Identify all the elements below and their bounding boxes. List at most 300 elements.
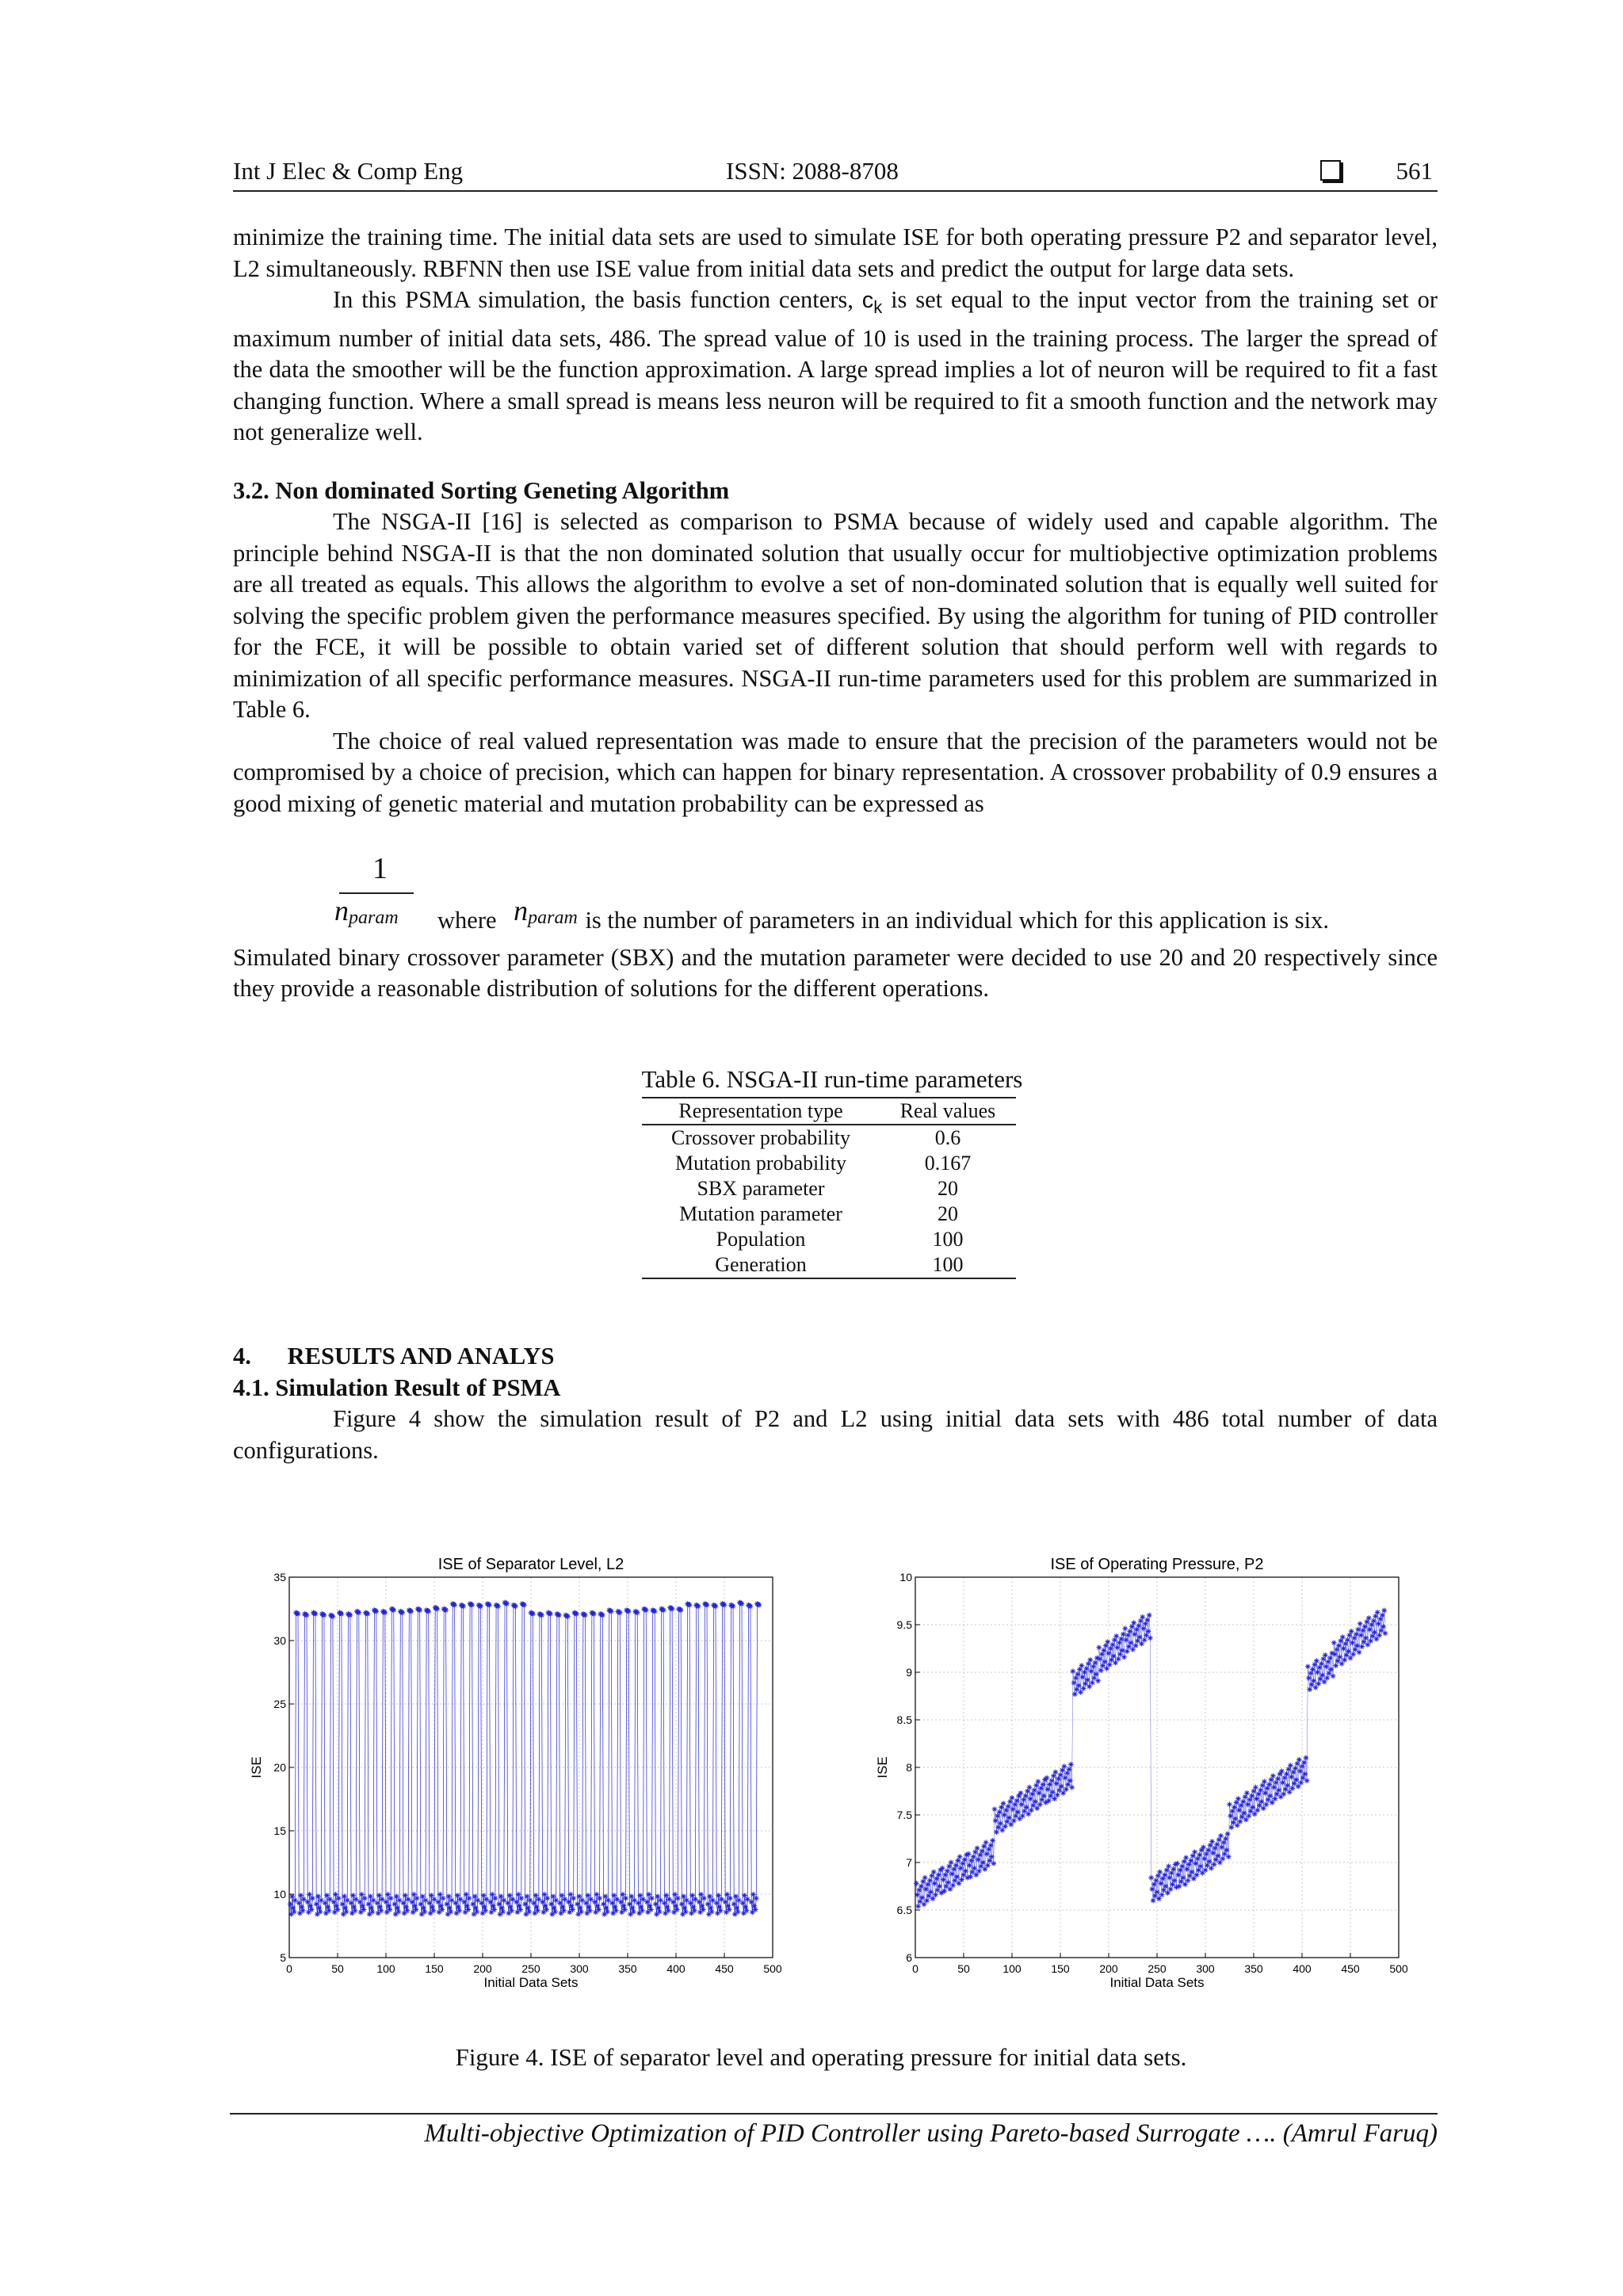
data-point [930,1896,936,1901]
data-point [496,1901,502,1907]
x-tick-label: 100 [1002,1962,1022,1975]
data-point [1289,1775,1294,1780]
data-point [1093,1660,1098,1666]
data-point [1226,1854,1232,1859]
data-point [753,1907,758,1912]
data-point [1105,1639,1110,1645]
data-point [922,1901,927,1907]
data-point [1075,1671,1081,1677]
data-point [687,1603,693,1608]
data-point [1184,1866,1190,1872]
data-point [505,1901,510,1906]
n-param-symbol: $n_{param}$ [334,895,399,928]
data-point [575,1901,580,1907]
data-point [1247,1813,1252,1819]
data-point [345,1897,350,1903]
table-row [642,1201,1016,1227]
data-point [319,1897,324,1903]
data-point [327,1897,333,1902]
data-point [377,1904,383,1910]
data-point [666,1897,672,1902]
y-tick-label: 35 [273,1571,286,1584]
data-point [1098,1668,1104,1673]
data-point [1262,1779,1267,1785]
data-point [318,1909,323,1915]
data-point [404,1908,410,1913]
data-point [1070,1668,1075,1674]
data-point [601,1901,606,1907]
data-point [1203,1867,1209,1873]
data-point [1036,1779,1041,1785]
data-point [1158,1881,1163,1886]
data-point [1244,1790,1250,1796]
data-point [754,1896,759,1901]
table-row [642,1252,1016,1278]
paragraph: minimize the training time. The initial data sets are used to simulate ISE for both operating pressure P2 and separator level, L2 simultaneously. RBFNN then use ISE value from initial data sets and predict the output for large data sets. [233,223,1438,282]
data-point [347,1613,353,1618]
data-point [380,1897,385,1902]
data-point [1147,1613,1152,1618]
data-point [744,1908,750,1913]
data-point [1348,1656,1354,1661]
data-point [1015,1809,1021,1815]
data-point [1350,1652,1356,1657]
data-point [980,1860,986,1866]
data-point [990,1838,995,1843]
data-point [1122,1626,1128,1631]
x-tick-label: 400 [666,1962,685,1975]
data-point [1166,1863,1171,1869]
data-point [587,1908,593,1913]
data-point [1193,1861,1198,1866]
data-point [975,1846,980,1851]
data-point [461,1900,467,1905]
data-point [640,1908,645,1913]
figure-caption: Figure 4. ISE of separator level and operating pressure for initial data sets. [455,2043,1187,2071]
data-point [1227,1801,1232,1807]
data-point [1365,1642,1371,1648]
data-point [534,1904,540,1910]
data-point [487,1900,493,1905]
data-point [1210,1851,1216,1856]
data-point [1124,1637,1129,1643]
data-point [399,1610,405,1615]
data-point [1225,1832,1231,1837]
data-point [447,1905,453,1911]
data-point [1223,1836,1228,1842]
data-point [482,1904,487,1910]
table-cell: 20 [938,1202,958,1225]
data-point [1054,1781,1060,1786]
x-tick-label: 200 [473,1962,492,1975]
data-point [994,1829,999,1835]
data-point [1098,1656,1103,1662]
data-point [1081,1686,1086,1691]
body-text-mid [233,895,1438,1005]
data-point [1064,1786,1069,1792]
data-point [757,1603,762,1608]
data-point [1258,1787,1263,1793]
data-point [980,1848,985,1854]
data-point [1215,1853,1220,1859]
data-point [696,1603,701,1609]
data-point [735,1909,741,1915]
data-point [548,1611,553,1617]
data-point [351,1904,357,1910]
data-point [603,1893,609,1899]
x-tick-label: 200 [1099,1962,1118,1975]
x-tick-label: 250 [521,1962,540,1975]
data-point [453,1901,458,1906]
data-point [991,1861,996,1866]
data-point [1235,1796,1241,1801]
data-point [574,1611,579,1617]
data-point [1053,1770,1059,1775]
data-point [1229,1824,1235,1830]
data-point [1241,1810,1247,1816]
data-point [600,1613,605,1618]
data-point [683,1909,689,1915]
data-point [427,1901,433,1906]
data-point [1316,1681,1321,1687]
data-point [713,1603,719,1609]
data-point [1068,1762,1074,1767]
data-point [636,1901,641,1906]
data-point [397,1897,403,1903]
data-point [613,1904,618,1910]
data-point [1209,1866,1214,1871]
data-point [1327,1656,1333,1661]
data-point [1383,1630,1388,1636]
fraction-bar [339,892,414,894]
data-point [1165,1890,1170,1896]
table-header-row [642,1098,1016,1125]
data-point [498,1893,504,1899]
page-header [233,155,1438,192]
data-point [1037,1801,1043,1807]
data-point [648,1907,654,1912]
data-point [375,1901,380,1906]
data-point [605,1909,610,1915]
data-point [1354,1632,1359,1637]
data-point [1061,1763,1067,1769]
data-point [709,1909,715,1915]
data-point [1252,1811,1258,1817]
data-point [710,1897,716,1903]
data-point [1212,1862,1217,1867]
fraction-numerator: 1 [372,852,388,885]
data-point [577,1893,582,1899]
data-point [1250,1805,1255,1810]
data-point [705,1901,711,1907]
data-point [693,1897,698,1902]
data-point [948,1886,953,1892]
body-text-top [233,222,1438,819]
data-point [1063,1775,1068,1781]
data-point [315,1893,321,1899]
data-point [582,1613,588,1618]
paragraph: $n_{param}$ where $n_{param}$ is the number of parameters in an individual which for this application is six. [334,895,1329,934]
data-point [479,1901,484,1906]
data-point [1314,1658,1319,1664]
data-point [1331,1673,1336,1679]
data-point [1333,1663,1338,1668]
data-point [609,1901,615,1906]
data-point [508,1904,514,1910]
data-point [1095,1678,1101,1683]
data-point [1367,1627,1373,1633]
data-point [526,1909,532,1915]
x-tick-label: 450 [1341,1962,1360,1975]
data-point [701,1907,706,1912]
data-point [1156,1896,1162,1901]
data-point [1116,1656,1121,1662]
data-point [707,1893,712,1899]
data-point [949,1860,954,1866]
data-point [1261,1805,1266,1811]
data-point [1270,1800,1275,1805]
data-point [1175,1872,1181,1878]
table-header-cell: Representation type [678,1099,843,1122]
table-cell: Mutation parameter [679,1202,842,1225]
data-point [1140,1614,1145,1620]
data-point [614,1897,620,1902]
data-point [609,1609,614,1614]
data-point [1144,1618,1150,1623]
data-point [525,1893,530,1899]
data-point [1311,1678,1316,1683]
data-point [522,1901,528,1907]
data-point [1267,1794,1273,1799]
data-point [1355,1627,1361,1633]
data-point [655,1893,660,1899]
data-point [288,1901,293,1907]
data-point [1374,1637,1380,1642]
y-tick-label: 5 [280,1951,286,1964]
data-point [731,1603,736,1609]
data-point [539,1613,544,1618]
data-point [410,1900,415,1905]
data-point [932,1881,938,1886]
series-line [916,1610,1385,1906]
data-point [478,1603,483,1609]
data-point [727,1896,733,1901]
table-cell: Crossover probability [670,1126,851,1149]
data-point [1130,1647,1136,1652]
data-point [1159,1892,1165,1897]
data-point [1132,1632,1138,1637]
data-point [973,1872,979,1878]
data-point [1332,1652,1338,1657]
table-row [642,1227,1016,1252]
data-point [552,1909,558,1915]
y-tick-label: 25 [273,1698,286,1710]
data-point [1089,1668,1094,1674]
data-point [1034,1805,1040,1811]
data-point [984,1851,990,1857]
data-point [592,1900,598,1905]
data-point [452,1603,457,1608]
data-point [1376,1621,1381,1626]
data-point [495,1603,501,1609]
data-point [596,1907,601,1912]
data-point [1072,1691,1078,1697]
data-point [1121,1632,1126,1637]
data-point [618,1900,624,1905]
data-point [1148,1875,1154,1881]
data-point [1315,1670,1320,1675]
paragraph: Simulated binary crossover parameter (SBX) and the mutation parameter were decided to use 20 and 20 respectively since they provide a reasonable distribution of solutions for the different operations. [233,943,1438,1002]
y-tick-label: 8 [906,1761,912,1774]
data-point [331,1900,337,1905]
data-point [1217,1860,1223,1866]
y-tick-label: 20 [273,1761,286,1774]
data-point [1002,1824,1008,1829]
data-point [688,1901,693,1906]
x-tick-label: 0 [912,1962,918,1975]
chart-title: ISE of Separator Level, L2 [437,1556,624,1573]
data-point [1296,1784,1301,1790]
data-point [749,1900,754,1905]
data-point [1182,1881,1188,1887]
chart-operating-pressure [864,1545,1419,2001]
data-point [743,1904,748,1910]
data-point [481,1893,487,1898]
x-axis-label: Initial Data Sets [483,1975,579,1990]
data-point [958,1866,964,1871]
data-point [392,1901,398,1907]
data-point [1372,1629,1377,1635]
data-point [714,1901,720,1906]
data-point [1113,1660,1118,1666]
data-point [1263,1801,1269,1807]
data-point [1131,1620,1136,1626]
data-point [426,1609,431,1614]
data-point [299,1904,304,1910]
data-point [292,1909,297,1915]
paragraph: Figure 4 show the simulation result of P2 and L2 using initial data sets with 486 total number of data configurations. [233,1405,1438,1464]
data-point [535,1908,540,1913]
data-point [635,1610,640,1615]
y-tick-label: 15 [273,1824,286,1837]
y-tick-label: 7.5 [896,1809,912,1821]
x-tick-label: 400 [1293,1962,1312,1975]
data-point [1249,1794,1254,1799]
data-point [356,1610,361,1615]
y-tick-label: 10 [899,1571,912,1584]
data-point [1090,1680,1095,1686]
data-point [923,1886,929,1892]
data-point [342,1905,348,1911]
data-point [371,1897,376,1903]
data-point [750,1892,756,1897]
data-point [1243,1817,1249,1823]
x-axis-label: Initial Data Sets [1109,1975,1205,1990]
data-point [1197,1852,1202,1858]
data-point [1285,1782,1290,1788]
y-axis-label: ISE [249,1756,264,1778]
data-point [1046,1798,1052,1804]
data-point [1322,1679,1327,1685]
data-point [588,1897,594,1902]
data-point [517,1907,523,1912]
data-point [1349,1629,1354,1634]
data-point [733,1893,739,1899]
data-point [387,1907,392,1912]
data-point [1041,1782,1046,1787]
data-point [446,1893,452,1899]
data-point [460,1603,466,1609]
data-point [933,1892,938,1897]
data-point [748,1603,754,1609]
data-point [740,1901,746,1906]
data-point [366,1901,372,1907]
data-point [1060,1790,1066,1796]
data-point [1201,1856,1207,1862]
table-cell: 100 [932,1228,964,1251]
table-cell: SBX parameter [697,1177,825,1200]
data-point [449,1897,455,1903]
data-point [336,1896,342,1901]
page-footer: Multi-objective Optimization of PID Controller using Pareto-based Surrogate …. (Amrul Faruq) [424,2119,1438,2148]
data-point [1142,1637,1148,1643]
data-point [689,1893,695,1898]
y-tick-label: 9.5 [896,1618,912,1631]
data-point [1266,1782,1272,1787]
data-point [1023,1794,1029,1799]
data-point [1172,1878,1178,1883]
x-tick-label: 150 [1051,1962,1070,1975]
data-point [578,1905,583,1911]
data-point [475,1897,481,1903]
data-point [1306,1675,1312,1681]
footer-rule [230,2113,1438,2115]
data-point [553,1897,559,1903]
data-point [403,1904,409,1910]
data-point [1271,1785,1277,1790]
data-point [344,1909,349,1915]
section-heading-4-1: 4.1. Simulation Result of PSMA [233,1373,561,1401]
page-number: 561 [1396,157,1433,185]
data-point [931,1870,937,1875]
table-header-cell: Real values [899,1099,996,1122]
data-point [487,1603,492,1608]
data-point [472,1893,478,1899]
data-point [1238,1819,1243,1824]
data-point [1357,1649,1362,1655]
data-point [727,1907,732,1912]
data-point [571,1896,576,1901]
table-6 [642,1097,1016,1279]
data-point [1287,1790,1293,1795]
data-point [492,1896,498,1901]
data-point [1163,1884,1169,1889]
data-point [458,1897,464,1902]
data-point [1359,1644,1365,1649]
data-point [623,1896,628,1901]
data-point [1206,1859,1212,1864]
section-heading-4: 4. RESULTS AND ANALYS [233,1343,555,1370]
data-point [697,1900,702,1905]
data-point [1304,1778,1310,1783]
data-point [583,1901,589,1906]
data-point [1188,1858,1193,1863]
data-point [586,1904,592,1910]
data-point [1209,1839,1215,1844]
data-point [1192,1849,1197,1855]
x-tick-label: 100 [376,1962,395,1975]
data-point [483,1908,488,1913]
